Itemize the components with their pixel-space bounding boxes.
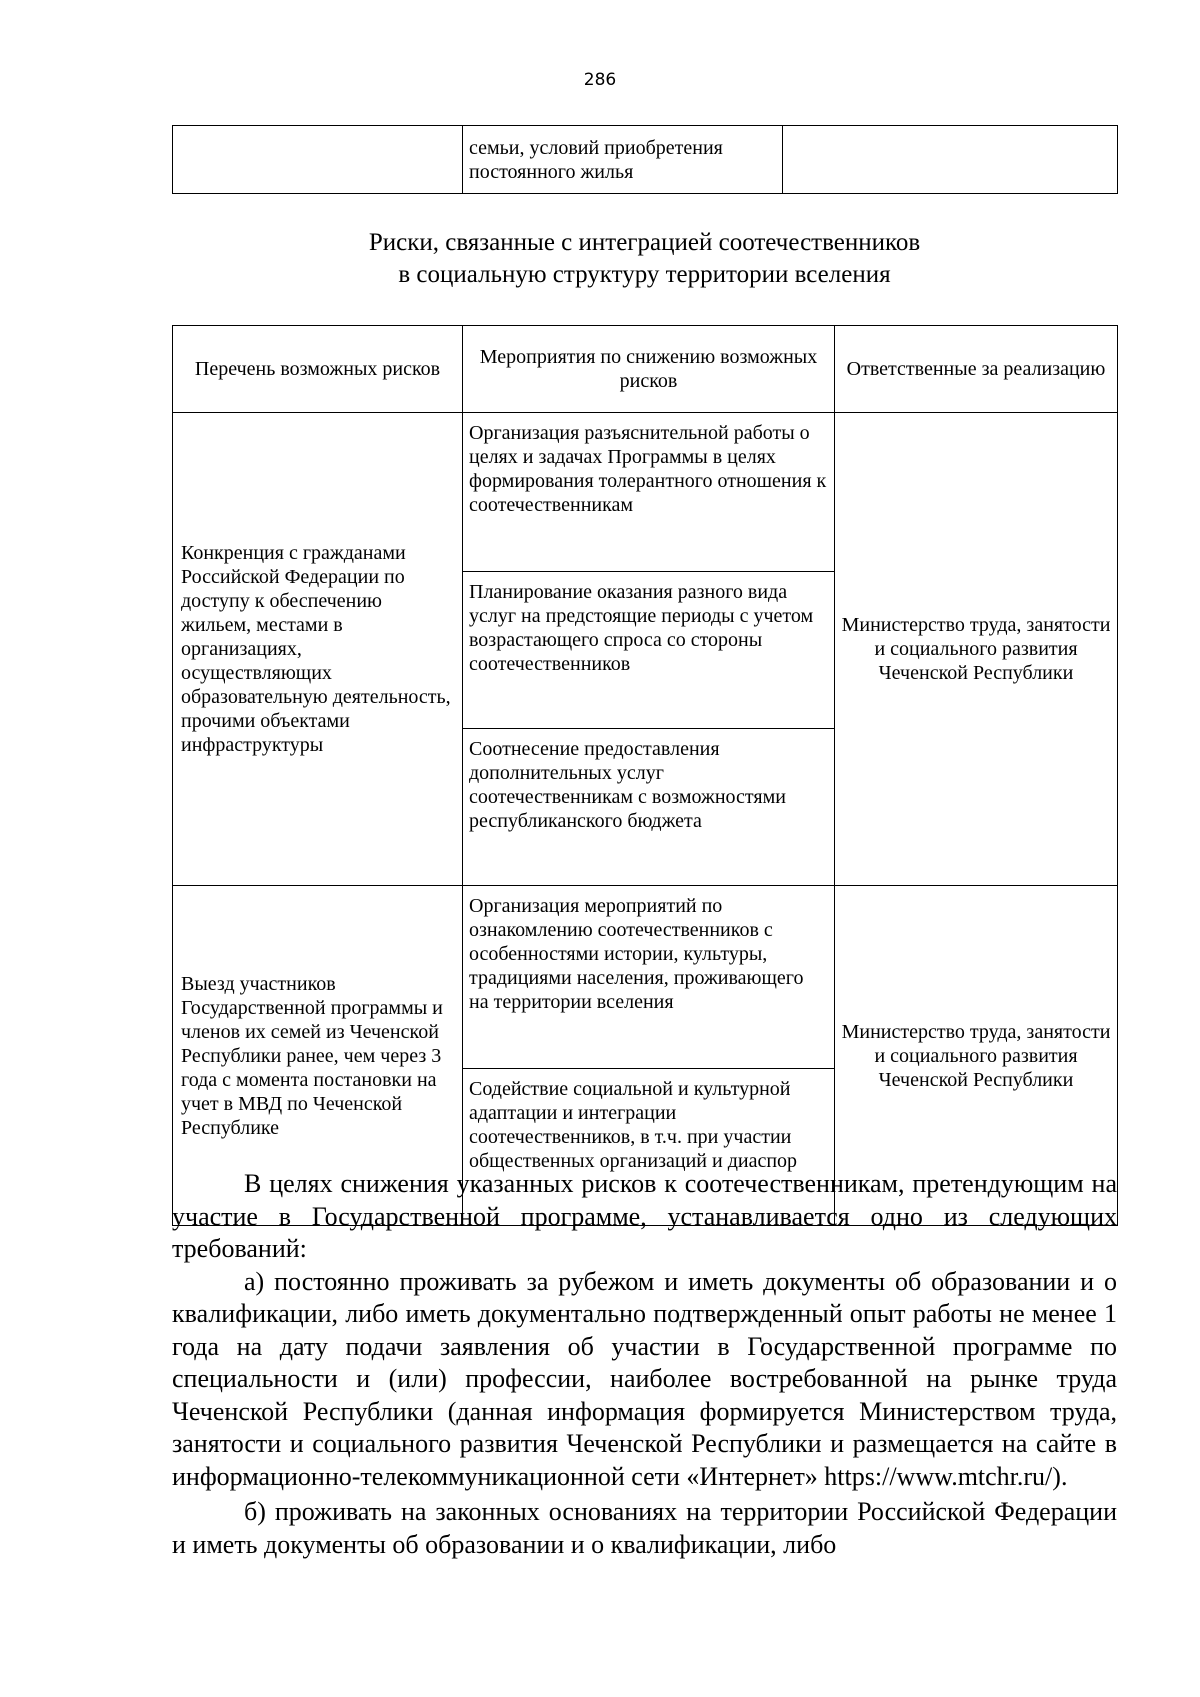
table-row: [173, 886, 1118, 1069]
table-header-row: [173, 326, 1118, 413]
responsible-cell: Министерство труда, занятости и социального развития Чеченской Республики: [835, 886, 1118, 1226]
header-responsible: Ответственные за реализацию: [835, 326, 1118, 413]
section-title: [172, 227, 1117, 291]
header-risks: Перечень возможных рисков: [173, 326, 463, 413]
section-title-line: Риски, связанные с интеграцией соотечественников: [368, 229, 921, 256]
risk-table: [172, 325, 1118, 1226]
page-number: 286: [583, 70, 617, 90]
measure-cell: Содействие социальной и культурной адаптации и интеграции соотечественников, в т.ч. при участии общественных организаций и диаспор: [463, 1069, 835, 1226]
risk-cell: Выезд участников Государственной программы и членов их семей из Чеченской Республики ранее, чем через 3 года с момента постановки на учет в МВД по Чеченской Республике: [173, 886, 463, 1226]
table-row: [173, 126, 1118, 194]
header-measures: Мероприятия по снижению возможных рисков: [463, 326, 835, 413]
measure-cell: Организация мероприятий по ознакомлению соотечественников с особенностями истории, культуры, традициями населения, проживающего на территории вселения: [463, 886, 835, 1069]
table-row: [173, 413, 1118, 572]
measure-cell: Соотнесение предоставления дополнительных услуг соотечественникам с возможностями республиканского бюджета: [463, 729, 835, 886]
paragraph: а) постоянно проживать за рубежом и иметь документы об образовании и о квалификации, либо иметь документально подтвержденный опыт работы не менее 1 года на дату подачи заявления об участии в Государственной программе по специальности и (или) профессии, наиболее востребованной на рынке труда Чеченской Республики (данная информация формируется Министерством труда, занятости и социального развития Чеченской Республики и размещается на сайте в информационно-телекоммуникационной сети «Интернет» https://www.mtchr.ru/).: [172, 1266, 1117, 1491]
measure-cell: Организация разъяснительной работы о целях и задачах Программы в целях формирования толерантного отношения к соотечественникам: [463, 413, 835, 572]
table-cell-empty: [783, 126, 1118, 194]
table-cell-measure-continued: семьи, условий приобретения постоянного жилья: [463, 126, 783, 194]
table-cell-empty: [173, 126, 463, 194]
paragraph: В целях снижения указанных рисков к соотечественникам, претендующим на участие в Государственной программе, устанавливается одно из следующих требований:: [172, 1169, 1117, 1263]
continuation-table: [172, 125, 1118, 194]
measure-cell: Планирование оказания разного вида услуг на предстоящие периоды с учетом возрастающего спроса со стороны соотечественников: [463, 572, 835, 729]
body-text: [172, 1168, 1117, 1561]
paragraph: б) проживать на законных основаниях на территории Российской Федерации и иметь документы об образовании и о квалификации, либо: [172, 1497, 1117, 1559]
section-title-line: в социальную структуру территории вселения: [398, 261, 891, 288]
responsible-cell: Министерство труда, занятости и социального развития Чеченской Республики: [835, 413, 1118, 886]
risk-cell: Конкренция с гражданами Российской Федерации по доступу к обеспечению жильем, местами в организациях, осуществляющих образовательную деятельность, прочими объектами инфраструктуры: [173, 413, 463, 886]
